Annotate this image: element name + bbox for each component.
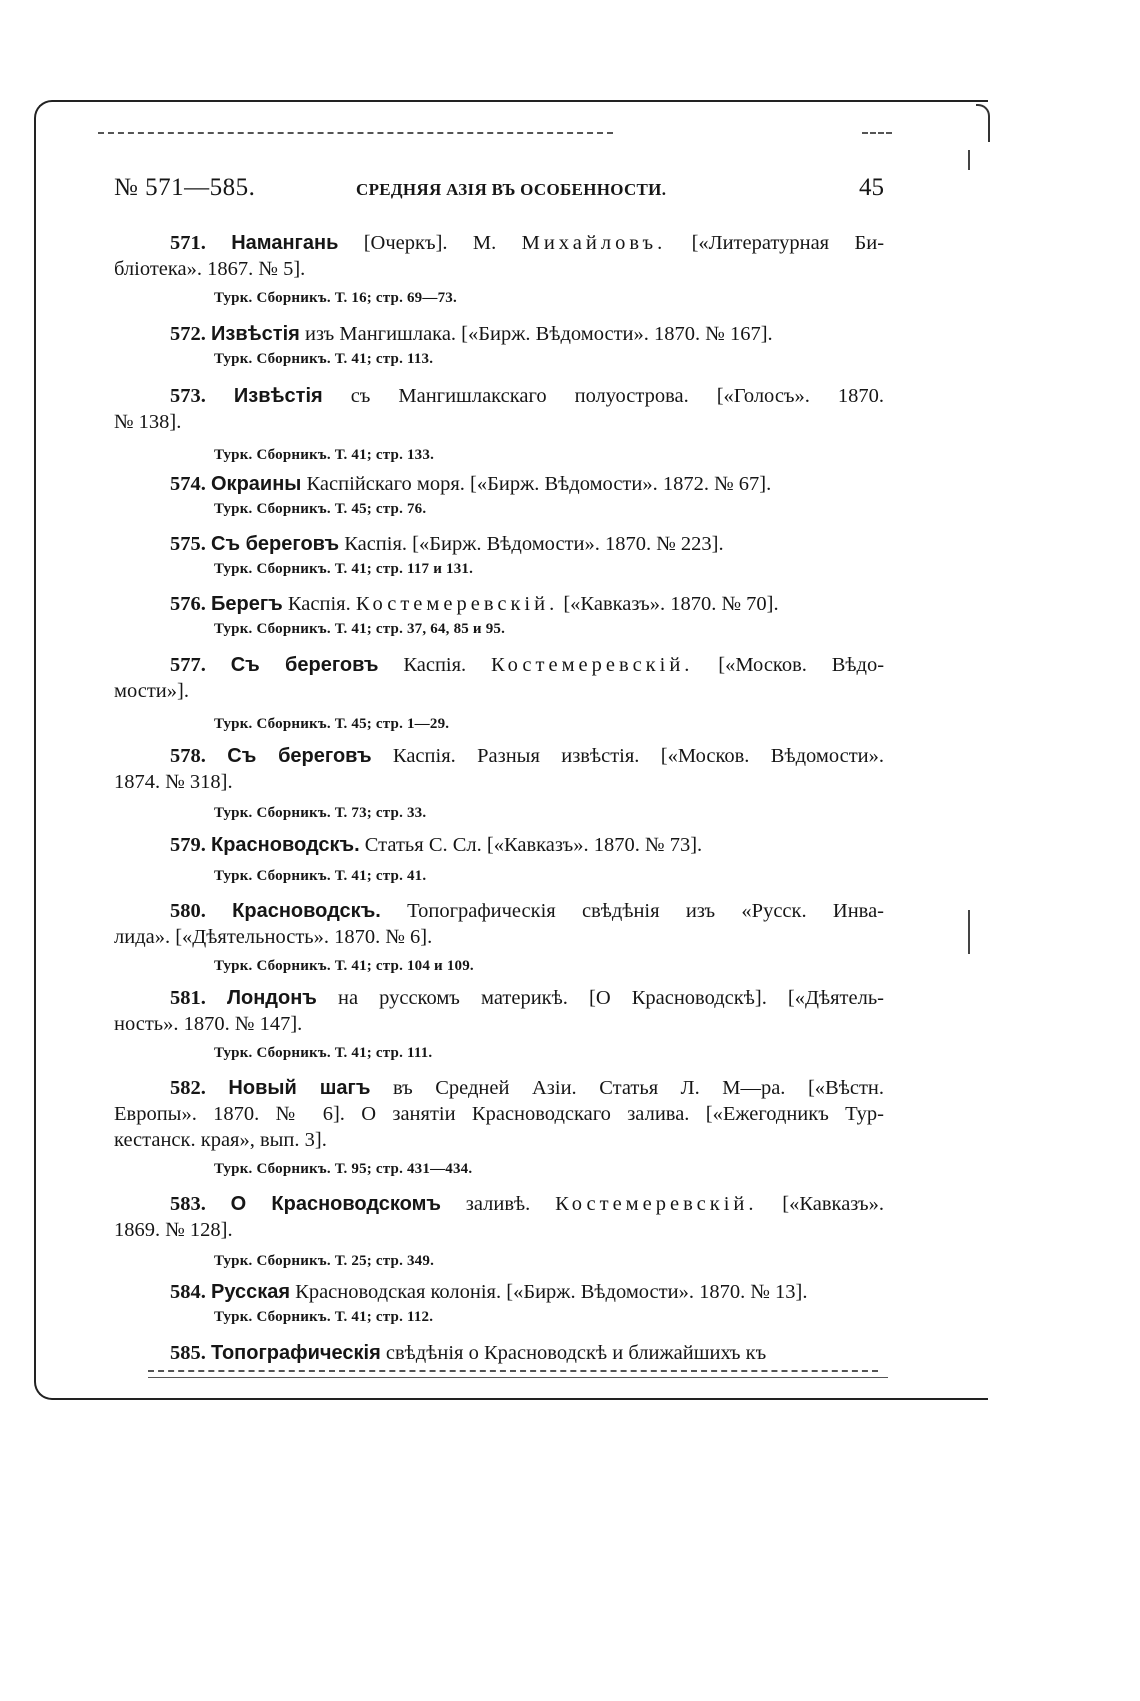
entry-range: № 571—585. (114, 174, 256, 201)
entry-second-line: бліотека». 1867. № 5]. (114, 258, 306, 280)
entry-584 (114, 1279, 884, 1329)
entry-first-line (114, 1279, 884, 1305)
entry-text: [Очеркъ]. М. (363, 232, 497, 254)
entry-583 (114, 1191, 884, 1273)
entry-keyword: О Красноводскомъ (230, 1193, 442, 1216)
entry-reference: Турк. Сборникъ. Т. 25; стр. 349. (214, 1253, 435, 1270)
entry-keyword: Красноводскъ. (211, 833, 360, 856)
entry-text-cont: [«Литературная Би- (691, 232, 885, 254)
entry-first-line (114, 531, 884, 557)
entry-text: Красноводская колонія. [«Бирж. Вѣдомости». 1870. № 13]. (295, 1280, 808, 1303)
entry-first-line (114, 1340, 884, 1366)
entry-number: 575. (170, 533, 206, 556)
entry-keyword: Окраины (211, 473, 302, 496)
entry-second-line: мости»]. (114, 680, 189, 703)
entry-reference: Турк. Сборникъ. Т. 41; стр. 37, 64, 85 и 95. (214, 621, 506, 638)
entry-text: свѣдѣнія о Красноводскѣ и ближайшихъ къ (385, 1342, 767, 1364)
entry-572 (114, 321, 884, 371)
entry-reference: Турк. Сборникъ. Т. 41; стр. 117 и 131. (214, 561, 474, 578)
entry-text: Каспія. (403, 654, 467, 677)
entry-keyword: Лондонъ (226, 987, 317, 1010)
bottom-rule-2 (148, 1377, 888, 1378)
entry-reference: Турк. Сборникъ. Т. 95; стр. 431—434. (214, 1160, 473, 1177)
section-title: СРЕДНЯЯ АЗІЯ ВЪ ОСОБЕННОСТИ. (356, 180, 667, 199)
entry-text: на русскомъ материкѣ. [О Красноводскѣ]. [«Дѣятель- (337, 987, 884, 1010)
entry-number: 572. (170, 322, 206, 345)
entry-578 (114, 743, 884, 825)
entry-first-line (114, 591, 884, 617)
entry-text: Каспія. Разныя извѣстія. [«Москов. Вѣдомости». (392, 745, 885, 768)
page-frame-corner (976, 104, 990, 142)
entry-number: 583. (170, 1193, 206, 1216)
entry-number: 582. (170, 1076, 206, 1099)
entry-first-line (114, 383, 884, 409)
entry-first-line (114, 985, 884, 1011)
entry-reference: Турк. Сборникъ. Т. 16; стр. 69—73. (214, 290, 457, 306)
entry-575 (114, 531, 884, 581)
entry-keyword: Извѣстія (211, 322, 300, 345)
entry-keyword: Берегъ (211, 593, 283, 616)
entry-reference: Турк. Сборникъ. Т. 45; стр. 1—29. (214, 716, 450, 733)
right-margin-mark-2 (968, 150, 970, 170)
entry-text: заливѣ. (465, 1193, 531, 1216)
page-number: 45 (859, 174, 884, 201)
entry-581 (114, 985, 884, 1065)
entry-text: Каспійскаго моря. [«Бирж. Вѣдомости». 1872. № 67]. (306, 473, 772, 496)
entry-reference: Турк. Сборникъ. Т. 41; стр. 104 и 109. (214, 957, 474, 974)
entry-second-line: Европы». 1870. № 6]. О занятіи Красноводскаго залива. [«Ежегодникъ Тур- (114, 1102, 884, 1125)
entry-second-line: № 138]. (114, 410, 182, 433)
entry-author: Костемеревскій. (355, 593, 559, 616)
entry-582 (114, 1075, 884, 1181)
entry-579 (114, 832, 884, 888)
entry-text: Статья С. Сл. [«Кавказъ». 1870. № 73]. (364, 833, 703, 856)
entry-first-line (114, 832, 884, 858)
entry-keyword: Съ береговъ (211, 533, 340, 556)
entry-keyword: Новый шагъ (228, 1076, 371, 1099)
entry-text-cont: [«Кавказъ». 1870. № 70]. (563, 593, 779, 616)
entry-number: 573. (170, 384, 206, 407)
entry-second-line: лида». [«Дѣятельность». 1870. № 6]. (114, 925, 433, 948)
entry-first-line (114, 743, 884, 769)
entry-first-line (114, 1075, 884, 1101)
entry-author: Костемеревскій. (555, 1193, 758, 1216)
entry-580 (114, 898, 884, 978)
entry-number: 578. (170, 745, 206, 768)
entry-author: Костемеревскій. (491, 654, 694, 677)
entry-second-line: 1874. № 318]. (114, 771, 233, 794)
entry-first-line (114, 1191, 884, 1217)
entry-third-line: кестанск. края», вып. 3]. (114, 1128, 327, 1151)
entry-keyword: Намангань (231, 232, 339, 254)
entry-585 (114, 1340, 884, 1366)
entry-second-line: ность». 1870. № 147]. (114, 1013, 303, 1036)
entry-reference: Турк. Сборникъ. Т. 41; стр. 112. (214, 1308, 434, 1325)
entry-text: въ Средней Азіи. Статья Л. М—ра. [«Вѣстн. (392, 1076, 884, 1099)
entry-keyword: Русская (211, 1280, 291, 1303)
entry-reference: Турк. Сборникъ. Т. 41; стр. 133. (214, 446, 435, 463)
entry-576 (114, 591, 884, 641)
entry-text: Каспія. [«Бирж. Вѣдомости». 1870. № 223]. (344, 533, 724, 556)
entry-text-cont: [«Москов. Вѣдо- (718, 654, 885, 677)
entry-reference: Турк. Сборникъ. Т. 41; стр. 41. (214, 867, 427, 884)
entry-text: съ Мангишлакскаго полуострова. [«Голосъ». 1870. (350, 384, 885, 407)
entry-first-line (114, 321, 884, 347)
top-rule-right (862, 132, 892, 134)
entry-reference: Турк. Сборникъ. Т. 73; стр. 33. (214, 805, 427, 822)
entry-keyword: Съ береговъ (227, 745, 372, 768)
entry-573 (114, 383, 884, 467)
top-rule (98, 132, 613, 134)
entry-keyword: Красноводскъ. (232, 899, 381, 922)
entry-577 (114, 652, 884, 736)
entry-text: Топографическія свѣдѣнія изъ «Русск. Инва- (407, 899, 885, 922)
entry-keyword: Съ береговъ (230, 654, 379, 677)
entry-574 (114, 471, 884, 521)
entry-keyword: Топографическія (211, 1342, 381, 1364)
entry-number: 584. (170, 1280, 206, 1303)
page-header (114, 174, 884, 208)
entry-keyword: Извѣстія (233, 384, 323, 407)
entry-number: 585. (170, 1342, 206, 1364)
entry-first-line (114, 230, 884, 256)
entry-571 (114, 230, 884, 310)
entry-reference: Турк. Сборникъ. Т. 41; стр. 111. (214, 1045, 433, 1062)
entry-reference: Турк. Сборникъ. Т. 45; стр. 76. (214, 501, 427, 518)
entry-number: 571. (170, 232, 206, 254)
bottom-rule (148, 1370, 878, 1372)
entry-second-line: 1869. № 128]. (114, 1219, 233, 1242)
entry-first-line (114, 652, 884, 678)
entry-reference: Турк. Сборникъ. Т. 41; стр. 113. (214, 350, 434, 367)
right-margin-mark (968, 910, 970, 954)
entry-number: 581. (170, 987, 206, 1010)
entry-text: Каспія. (287, 593, 351, 616)
entry-text-cont: [«Кавказъ». (782, 1193, 885, 1216)
entry-number: 576. (170, 593, 206, 616)
entry-first-line (114, 898, 884, 924)
entry-first-line (114, 471, 884, 497)
entry-number: 577. (170, 654, 206, 677)
entry-number: 574. (170, 473, 206, 496)
entry-number: 580. (170, 899, 206, 922)
entry-text: изъ Мангишлака. [«Бирж. Вѣдомости». 1870. № 167]. (304, 322, 773, 345)
entry-number: 579. (170, 833, 206, 856)
entry-author: Михайловъ. (521, 232, 667, 254)
